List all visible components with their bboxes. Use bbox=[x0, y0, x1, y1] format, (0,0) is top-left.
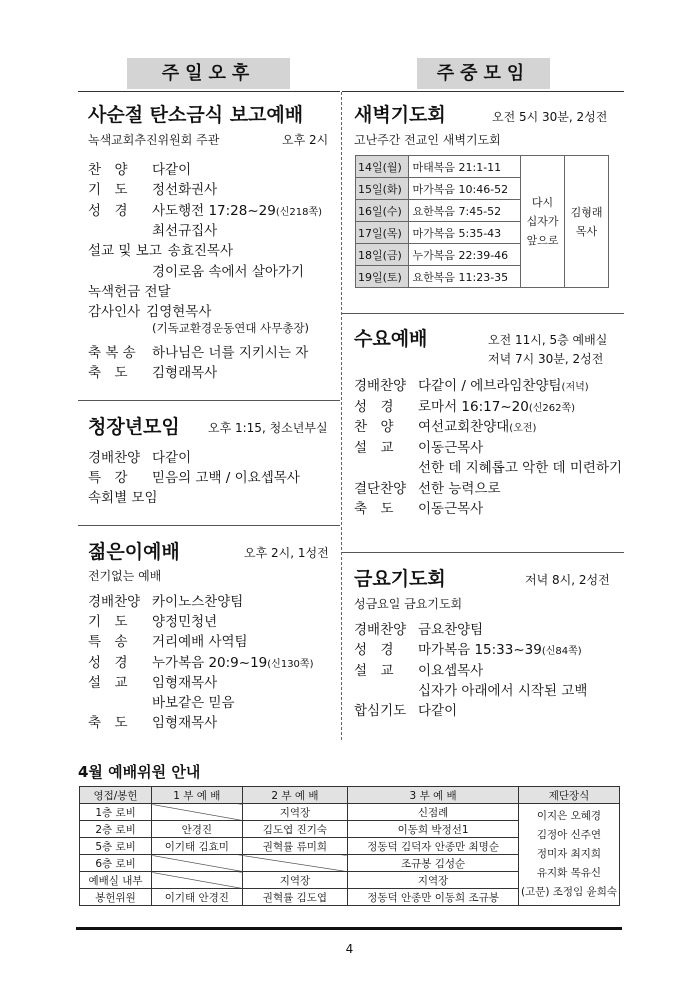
program-row bbox=[354, 618, 483, 638]
row-label: 축 도 bbox=[88, 715, 128, 732]
row-note: (신218쪽) bbox=[275, 206, 323, 218]
row-label: 녹색헌금 전달 bbox=[88, 283, 171, 300]
program-row bbox=[88, 486, 158, 506]
dawn-prayer-title: 새벽기도회 bbox=[354, 104, 446, 126]
row-value: 카이노스찬양팀 bbox=[152, 594, 244, 610]
young-service-time: 오후 2시, 1성전 bbox=[244, 546, 329, 560]
altar-names: 유지화 목유신 bbox=[536, 867, 602, 879]
schedule-header: 3 부 예 배 bbox=[348, 787, 519, 804]
row-label: 설 교 bbox=[88, 674, 128, 691]
row-label: 기 도 bbox=[88, 182, 128, 199]
rule-left-1 bbox=[78, 400, 340, 401]
schedule-cell: 권혁률 김도엽 bbox=[242, 889, 348, 906]
schedule-cell: 예배실 내부 bbox=[80, 872, 152, 889]
schedule-cell: 봉헌위원 bbox=[80, 889, 152, 906]
program-row bbox=[88, 466, 300, 486]
row-label: 성 경 bbox=[88, 654, 128, 671]
bottom-rule bbox=[76, 927, 622, 930]
program-row bbox=[88, 260, 304, 280]
row-value: 십자가 아래에서 시작된 고백 bbox=[418, 682, 588, 699]
program-row bbox=[354, 477, 501, 497]
dawn-prayer-sub: 고난주간 전교인 새벽기도회 bbox=[354, 133, 501, 147]
schedule-cell: 정동덕 김덕자 안종만 최명순 bbox=[348, 838, 519, 855]
rule-left-top bbox=[78, 91, 340, 92]
schedule-row bbox=[80, 804, 620, 821]
sunday-service-time: 오후 2시 bbox=[282, 133, 329, 147]
row-value: 정선화권사 bbox=[152, 182, 218, 199]
row-label: 합심기도 bbox=[354, 703, 407, 720]
row-value: 로마서 16:17~20 bbox=[418, 398, 529, 415]
schedule-cell: 지역장 bbox=[242, 872, 348, 889]
schedule-cell: 이동희 박정선1 bbox=[348, 821, 519, 838]
dawn-theme-line: 다시 bbox=[531, 196, 554, 209]
dawn-scripture: 요한복음 7:45-52 bbox=[408, 200, 521, 222]
row-value: 누가복음 20:9~19 bbox=[152, 654, 268, 671]
program-row bbox=[354, 456, 622, 476]
dawn-scripture: 요한복음 11:23-35 bbox=[408, 266, 521, 288]
row-label: 축 도 bbox=[354, 501, 394, 517]
row-value: 경이로움 속에서 살아가기 bbox=[152, 263, 305, 280]
program-row bbox=[88, 341, 308, 361]
dawn-theme-line: 십자가 bbox=[526, 215, 559, 228]
program-row bbox=[354, 659, 483, 679]
schedule-title: 4월 예배위원 안내 bbox=[78, 763, 201, 781]
row-label: 속회별 모임 bbox=[88, 490, 158, 506]
schedule-header: 영접/봉헌 bbox=[80, 787, 152, 804]
rule-right-top bbox=[342, 91, 624, 92]
row-value: 선한 데 지혜롭고 악한 데 미련하기 bbox=[418, 460, 623, 476]
row-label: 성 경 bbox=[354, 642, 394, 659]
program-row bbox=[88, 691, 235, 711]
row-label: 경배찬양 bbox=[88, 594, 141, 610]
schedule-cell: 이기태 안경진 bbox=[152, 889, 242, 906]
program-row bbox=[88, 280, 177, 300]
row-label: 축 복 송 bbox=[88, 344, 136, 361]
youth-meeting-title: 청장년모임 bbox=[88, 416, 180, 438]
row-value: 이요셉목사 bbox=[418, 662, 484, 679]
sunday-service-host: 녹색교회추진위원회 주관 bbox=[88, 133, 220, 147]
rule-left-2 bbox=[78, 525, 340, 526]
dawn-prayer-table bbox=[355, 155, 609, 288]
row-value: 최선규집사 bbox=[152, 222, 218, 239]
row-label: 경배찬양 bbox=[354, 378, 407, 394]
schedule-cell: 권혁률 류미희 bbox=[242, 838, 348, 855]
schedule-header: 1 부 예 배 bbox=[152, 787, 242, 804]
young-service-sub: 전기없는 예배 bbox=[88, 569, 162, 583]
row-note: (오전) bbox=[509, 423, 537, 434]
dawn-day: 16일(수) bbox=[356, 200, 409, 222]
row-label: 설교 및 보고 bbox=[88, 243, 162, 260]
schedule-cell bbox=[152, 804, 242, 821]
dawn-scripture: 누가복음 22:39-46 bbox=[408, 244, 521, 266]
dawn-preacher-line: 목사 bbox=[575, 224, 598, 238]
row-label: 성 경 bbox=[88, 202, 128, 219]
program-row bbox=[88, 158, 191, 178]
row-value: 다같이 bbox=[152, 162, 192, 178]
schedule-cell: 안경진 bbox=[152, 821, 242, 838]
friday-prayer-title: 금요기도회 bbox=[354, 568, 446, 590]
dawn-scripture: 마가복음 5:35-43 bbox=[408, 222, 521, 244]
program-row bbox=[88, 239, 233, 259]
row-value: 이동근목사 bbox=[418, 439, 484, 456]
row-value: 여선교회찬양대 bbox=[418, 419, 510, 435]
row-value: 마가복음 15:33~39 bbox=[418, 642, 542, 659]
program-row bbox=[354, 497, 483, 517]
program-row bbox=[88, 320, 309, 336]
row-value: 김영현목사 bbox=[146, 304, 212, 321]
row-value: 다같이 bbox=[418, 703, 458, 720]
row-value: 이동근목사 bbox=[418, 501, 484, 517]
dawn-day: 18일(금) bbox=[356, 244, 409, 266]
rule-right-2 bbox=[342, 552, 624, 553]
row-label: 경배찬양 bbox=[354, 622, 407, 638]
altar-names: 이지은 오혜경 bbox=[536, 810, 602, 822]
row-value: 임형재목사 bbox=[152, 674, 218, 691]
program-row bbox=[354, 699, 457, 719]
row-value: 다같이 bbox=[152, 450, 192, 466]
schedule-cell: 2층 로비 bbox=[80, 821, 152, 838]
altar-names: (고문) 조정임 윤희숙 bbox=[520, 886, 617, 898]
friday-prayer-sub: 성금요일 금요기도회 bbox=[354, 597, 463, 611]
row-label: 기 도 bbox=[88, 614, 128, 631]
dawn-scripture: 마태복음 21:1-11 bbox=[408, 156, 521, 178]
row-label: 찬 양 bbox=[354, 419, 394, 435]
row-note: (신262쪽) bbox=[528, 402, 576, 414]
schedule-cell bbox=[242, 855, 348, 872]
row-label: 찬 양 bbox=[88, 162, 128, 178]
row-value: 임형재목사 bbox=[152, 715, 218, 732]
schedule-cell: 6층 로비 bbox=[80, 855, 152, 872]
dawn-theme bbox=[521, 156, 565, 288]
dawn-day-row bbox=[356, 156, 609, 178]
row-value: 하나님은 너를 지키시는 자 bbox=[152, 344, 309, 361]
young-service-title: 젊은이예배 bbox=[88, 541, 180, 563]
row-value: (기독교환경운동연대 사무총장) bbox=[152, 321, 310, 336]
schedule-cell: 1층 로비 bbox=[80, 804, 152, 821]
schedule-header: 제단장식 bbox=[518, 787, 619, 804]
program-row bbox=[354, 374, 589, 394]
row-note: (신130쪽) bbox=[267, 658, 314, 670]
program-row bbox=[354, 415, 536, 435]
schedule-table bbox=[79, 786, 620, 906]
altar-decoration bbox=[518, 804, 619, 906]
dawn-scripture: 마가복음 10:46-52 bbox=[408, 178, 521, 200]
row-value: 양정민청년 bbox=[152, 614, 218, 631]
schedule-cell: 정동덕 안종만 이동희 조규봉 bbox=[348, 889, 519, 906]
column-divider bbox=[341, 92, 342, 740]
row-note: (신84쪽) bbox=[541, 646, 582, 658]
schedule-cell: 이기태 김효미 bbox=[152, 838, 242, 855]
row-label: 설 교 bbox=[354, 662, 394, 679]
row-label: 감사인사 bbox=[88, 304, 141, 321]
schedule-cell: 지역장 bbox=[242, 804, 348, 821]
row-note: (저녁) bbox=[561, 382, 589, 393]
program-row bbox=[88, 610, 217, 630]
schedule-cell: 김도엽 진기숙 bbox=[242, 821, 348, 838]
program-row bbox=[88, 446, 191, 466]
dawn-day: 15일(화) bbox=[356, 178, 409, 200]
schedule-cell: 지역장 bbox=[348, 872, 519, 889]
dawn-day: 14일(월) bbox=[356, 156, 409, 178]
program-row bbox=[88, 711, 217, 731]
program-row bbox=[88, 178, 217, 198]
wednesday-service-title: 수요예배 bbox=[354, 328, 428, 350]
row-label: 성 경 bbox=[354, 398, 394, 415]
row-label: 설 교 bbox=[354, 439, 394, 456]
altar-names: 김정아 신주연 bbox=[536, 829, 602, 841]
youth-meeting-time: 오후 1:15, 청소년부실 bbox=[208, 421, 328, 435]
program-row bbox=[354, 436, 483, 456]
row-value: 선한 능력으로 bbox=[418, 480, 501, 497]
row-label: 특 강 bbox=[88, 470, 128, 486]
schedule-cell bbox=[152, 872, 242, 889]
program-row bbox=[88, 219, 217, 239]
altar-names: 정미자 최지희 bbox=[536, 848, 602, 860]
friday-prayer-time: 저녁 8시, 2성전 bbox=[525, 573, 610, 587]
row-value: 거리예배 사역팀 bbox=[152, 634, 248, 651]
program-row bbox=[88, 361, 217, 381]
rule-right-1 bbox=[342, 313, 624, 314]
header-sunday-afternoon: 주일오후 bbox=[127, 58, 290, 89]
program-row bbox=[88, 199, 322, 219]
sunday-service-title: 사순절 탄소금식 보고예배 bbox=[88, 104, 304, 126]
dawn-preacher bbox=[565, 156, 609, 288]
program-row bbox=[354, 395, 575, 415]
wednesday-time-morning: 오전 11시, 5층 예배실 bbox=[488, 333, 608, 347]
row-value: 금요찬양팀 bbox=[418, 622, 484, 638]
program-row bbox=[88, 651, 313, 671]
dawn-theme-line: 앞으로 bbox=[526, 234, 559, 247]
schedule-header: 2 부 예 배 bbox=[242, 787, 348, 804]
schedule-cell: 신점례 bbox=[348, 804, 519, 821]
program-row bbox=[88, 300, 211, 320]
schedule-cell bbox=[152, 855, 242, 872]
row-value: 송효진목사 bbox=[167, 243, 234, 260]
dawn-prayer-time: 오전 5시 30분, 2성전 bbox=[492, 110, 608, 124]
program-row bbox=[88, 630, 248, 650]
dawn-preacher-line: 김형래 bbox=[570, 205, 603, 219]
schedule-cell: 5층 로비 bbox=[80, 838, 152, 855]
program-row bbox=[354, 679, 587, 699]
row-value: 바보같은 믿음 bbox=[152, 695, 235, 711]
row-label: 축 도 bbox=[88, 365, 128, 381]
row-label: 특 송 bbox=[88, 634, 128, 651]
row-value: 다같이 / 에브라임찬양팀 bbox=[418, 378, 562, 394]
dawn-day: 17일(목) bbox=[356, 222, 409, 244]
dawn-day: 19일(토) bbox=[356, 266, 409, 288]
program-row bbox=[88, 590, 243, 610]
row-value: 믿음의 고백 / 이요셉목사 bbox=[152, 470, 300, 486]
program-row bbox=[354, 638, 582, 658]
row-value: 사도행전 17:28~29 bbox=[152, 202, 276, 219]
schedule-cell: 조규봉 김성순 bbox=[348, 855, 519, 872]
row-value: 김형래목사 bbox=[152, 365, 218, 381]
row-label: 결단찬양 bbox=[354, 480, 407, 497]
row-label: 경배찬양 bbox=[88, 450, 141, 466]
program-row bbox=[88, 671, 217, 691]
page-number: 4 bbox=[345, 942, 354, 956]
wednesday-time-evening: 저녁 7시 30분, 2성전 bbox=[488, 352, 604, 366]
header-weekday-meetings: 주중모임 bbox=[417, 58, 550, 89]
